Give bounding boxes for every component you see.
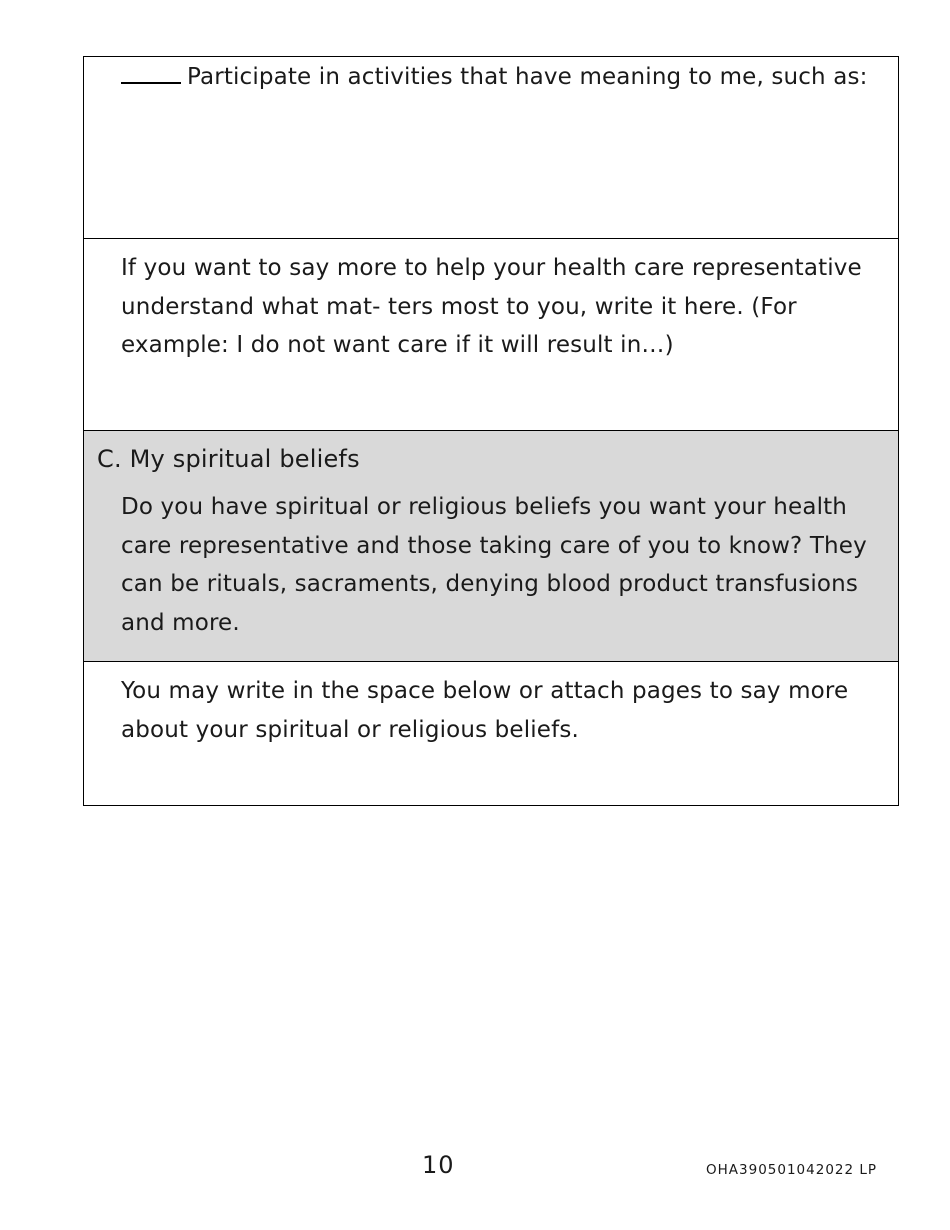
spiritual-write-in-row[interactable] [84,661,898,805]
page-number: 10 [422,1151,455,1179]
spiritual-write-in-instructions: You may write in the space below or attach pages to say more about your spiritual or religious beliefs. [121,678,849,743]
spiritual-beliefs-section [84,430,898,661]
form-code: OHA390501042022 LP [706,1162,878,1178]
advance-directive-form-table [83,56,899,806]
spiritual-beliefs-question: Do you have spiritual or religious beliefs you want your health care representative and those taking care of you to know? They can be rituals, sacraments, denying blood product transfusions and more. [121,494,867,636]
activities-option [121,58,884,97]
activities-row [84,57,898,238]
activities-option-text: Participate in activities that have meaning to me, such as: [187,64,868,90]
say-more-row[interactable] [84,238,898,430]
say-more-instructions: If you want to say more to help your health care representative understand what mat- ters most to you, write it here. (For example: I do not want care if it will result in…) [121,255,862,358]
activities-checkbox-blank[interactable] [121,81,181,84]
spiritual-beliefs-heading: C. My spiritual beliefs [97,445,360,473]
